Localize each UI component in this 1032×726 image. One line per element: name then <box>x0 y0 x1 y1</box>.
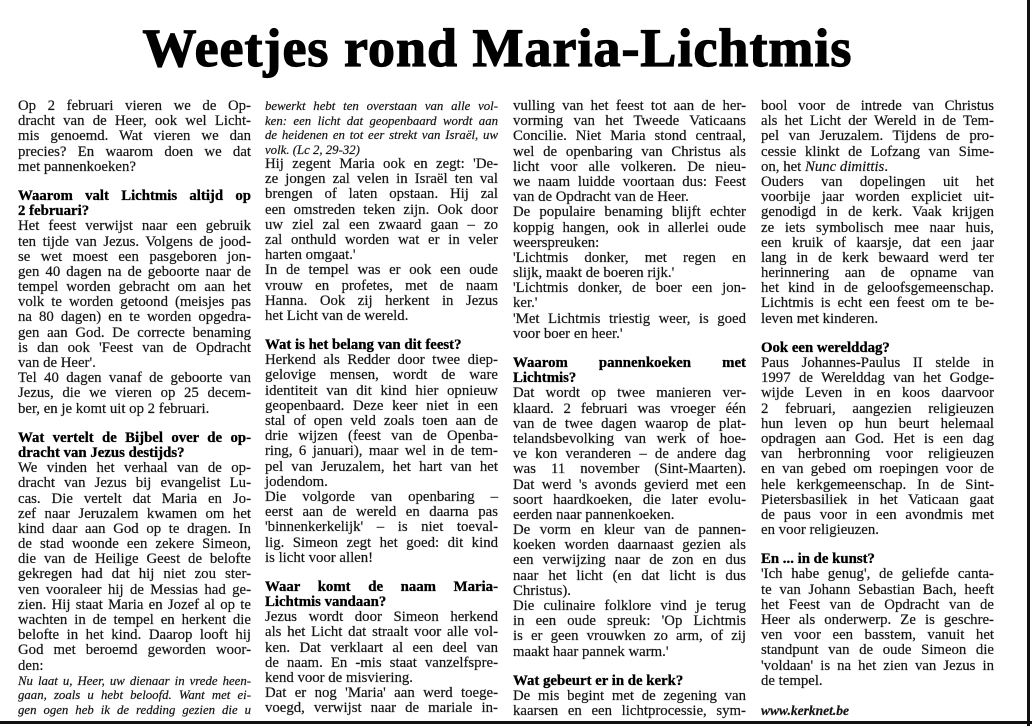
paragraph <box>265 157 498 263</box>
text-line: 'Lichtmis donker, met regen en <box>513 249 746 266</box>
text-line: 'Ich habe genug', de geliefde canta- <box>761 566 994 583</box>
text-line: ve kon veranderen – de andere dag <box>513 446 746 463</box>
text-line: Herkend als Redder door twee diep- <box>265 352 498 369</box>
text-line: 'Met Lichtmis triestig weer, is goed <box>513 310 746 327</box>
heading-line: Ook een werelddag? <box>761 339 890 356</box>
text-line: Christus). <box>513 582 571 599</box>
section-heading <box>18 431 251 461</box>
text-line: naar het licht (en dat licht is dus <box>513 567 746 584</box>
text-line: als het Licht dat straalt voor alle vol- <box>265 624 498 641</box>
text-line: 'voldaan' is na het zien van Jezus in <box>761 657 994 674</box>
text-line: is licht voor allen! <box>265 549 374 566</box>
text-line: het kind in de geloofsgemeenschap. <box>761 280 994 297</box>
text-line: eerden naar pannenkoeken. <box>513 506 675 523</box>
text-line: gen aan God. De correcte benaming <box>18 324 251 341</box>
paragraph <box>18 99 251 175</box>
text-line: een verwijzing naar de zon en dus <box>513 552 746 569</box>
text-line: Jezus wordt door Simeon herkend <box>265 609 498 626</box>
text-line: telandsbevolking van werk of hoe- <box>513 430 746 447</box>
text-line: Concilie. Niet Maria stond centraal, <box>513 128 746 145</box>
paragraph <box>761 356 994 538</box>
text-line: koppig hangen, ook in allerlei oude <box>513 219 746 236</box>
text-line <box>761 160 994 175</box>
text-line: Nu laat u, Heer, uw dienaar in vrede heen- <box>18 673 251 688</box>
section-heading <box>513 356 746 386</box>
section-heading <box>18 189 251 219</box>
text-line: kind daar aan God op te dragen. In <box>18 520 251 537</box>
text-line: ven vooraleer hij de Messias had ge- <box>18 581 251 598</box>
text-line: ken: een licht dat geopenbaard wordt aan <box>265 113 498 128</box>
text-line: kaarsen en een lichtprocessie, sym- <box>513 703 746 720</box>
text-line: In de tempel was er ook een oude <box>265 262 498 279</box>
paragraph <box>761 175 994 327</box>
text-column-1 <box>18 99 251 717</box>
text-line: ze iets symbolisch mee naar huis, <box>761 219 994 236</box>
text-line: vulling van het feest tot aan de her- <box>513 98 746 114</box>
text-line: van herbronning voor religieuzen <box>761 446 994 463</box>
text-line: van de twee dagen waarop de plat- <box>513 415 746 432</box>
text-line: Die culinaire folklore vind je terug <box>513 598 746 614</box>
text-line: gaan, zoals u hebt beloofd. Want met ei- <box>18 688 251 703</box>
text-line: koeken worden daarnaast gezien als <box>513 537 746 554</box>
text-line: identiteit van dit kind hier opnieuw <box>265 382 498 399</box>
text-line: het Licht van de wereld. <box>265 307 409 324</box>
text-line: bewerkt hebt ten overstaan van alle vol- <box>265 99 498 113</box>
text-line: Heer als onderwerp. Ze is geschre- <box>761 612 994 628</box>
paragraph <box>761 567 994 689</box>
text-line: van de Heer'. <box>18 355 96 371</box>
paragraph <box>513 205 746 251</box>
text-line: en voor religieuzen. <box>761 522 879 539</box>
text-line: en van gebed om roepingen voor de <box>761 461 994 478</box>
paragraph <box>513 281 746 311</box>
italic-term: Nunc dimittis <box>804 158 885 175</box>
section-heading <box>513 674 746 689</box>
text-line: vrouw en profetes, met de naam <box>265 277 498 294</box>
text-line: Jezus, die we vieren op 25 decem- <box>18 385 251 402</box>
paragraph <box>513 312 746 342</box>
text-line: ten tijde van Jezus. Volgens de jood- <box>18 233 251 250</box>
text-line: Dat werd 's avonds gevierd met een <box>513 476 746 493</box>
text-line: die van de Heilige Geest de belofte <box>18 551 251 568</box>
text-line: se wet moest een pasgeboren jon- <box>18 248 251 265</box>
text-line: zef naar Jeruzalem kwamen om het <box>18 505 251 522</box>
heading-line: Wat vertelt de Bijbel over de op- <box>18 429 251 446</box>
text-line: stal of open veld zoals toen aan de <box>265 413 498 429</box>
text-line: Pietersbasiliek in het Vaticaan gaat <box>761 491 994 508</box>
text-line: vorming van het Tweede Vaticaans <box>513 113 746 130</box>
paragraph <box>513 523 746 599</box>
text-line: www.kerknet.be <box>761 702 850 718</box>
text-line: 1997 de Werelddag van het Godge- <box>761 370 994 387</box>
text-line: Het feest verwijst naar een gebruik <box>18 218 251 235</box>
text-line: gekregen had dat hij niet zou ster- <box>18 566 251 583</box>
text-column-4 <box>761 99 994 718</box>
text-line: uw ziel zal een zwaard gaan – zo <box>265 216 498 233</box>
text-line: pel van Jeruzalem. Tijdens de pro- <box>761 128 994 145</box>
text-line: wijde Leven in en koos daarvoor <box>761 385 994 402</box>
text-line: gen ogen heb ik de redding gezien die u <box>18 702 251 717</box>
text-line: pel van Jeruzalem, het hart van het <box>265 458 498 475</box>
text-line: maakt haar pannek warm.' <box>513 643 669 660</box>
text-line: Ouders van dopelingen uit het <box>761 173 994 190</box>
text-line: drie wijzen (feest van de Openba- <box>265 428 498 445</box>
text-line: Hanna. Ook zij herkent in Jezus <box>265 292 498 309</box>
text-line: klaard. 2 februari was vroeger één <box>513 400 746 417</box>
paragraph <box>513 386 746 523</box>
text-line: cessie klinkt de Lofzang van Sime- <box>761 143 994 160</box>
text-line: in een oude spreuk: 'Op Lichtmis <box>513 613 746 630</box>
section-heading <box>761 341 994 356</box>
text-line: hun leven op hun beurt helemaal <box>761 415 994 432</box>
text-line: weerspreuken: <box>513 234 600 251</box>
text-line: mis genoemd. Wat vieren we dan <box>18 128 251 145</box>
text-line: tempel worden gebracht om aan het <box>18 279 251 296</box>
text-line: den: <box>18 657 44 674</box>
section-heading <box>761 552 994 567</box>
text-line: De populaire benaming blijft echter <box>513 204 746 221</box>
text-line: ken. Dat verklaart al een deel van <box>265 639 498 656</box>
text-line: opdragen aan God. Het is een dag <box>761 430 994 447</box>
text-line: volk. (Lc 2, 29-32) <box>265 142 360 157</box>
text-line: brengen of laten opstaan. Hij zal <box>265 186 498 203</box>
heading-line: Waarom valt Lichtmis altijd op <box>18 187 251 204</box>
text-line: lig. Simeon zegt het goed: dit kind <box>265 534 498 551</box>
paragraph <box>18 461 251 674</box>
paragraph <box>513 689 746 719</box>
text-line: herinnering aan de opname van <box>761 265 994 282</box>
section-heading <box>265 338 498 353</box>
text-line: ven voor een basstem, vanuit het <box>761 627 994 644</box>
text-line: 'binnenkerkelijk' – is niet toeval- <box>265 519 498 536</box>
text-line: We vinden het verhaal van de op- <box>18 460 251 477</box>
text-line: zien. Hij staat Maria en Jozef al op te <box>18 596 251 613</box>
page-edge-right <box>1027 0 1030 726</box>
text-line: wachten in de tempel en herkent die <box>18 612 251 628</box>
heading-line: Waarom pannenkoeken met <box>513 355 746 371</box>
paragraph <box>265 353 498 490</box>
text-line: we naam luidde voortaan dus: Feest <box>513 173 746 190</box>
heading-line: Waar komt de naam Maria- <box>265 578 498 595</box>
text-line: slijk, maakt de boeren rijk.' <box>513 265 675 282</box>
page-edge-bottom <box>0 721 1032 724</box>
text-column-3 <box>513 99 746 719</box>
text-line: precies? En waarom doen we dat <box>18 143 251 160</box>
text-line: ze jongen zal velen in Israël ten val <box>265 171 498 188</box>
paragraph <box>265 490 498 566</box>
text-line: Op 2 februari vieren we de Op- <box>18 98 251 114</box>
text-line: te van Johann Sebastian Bach, heeft <box>761 581 994 598</box>
text-line: De mis begint met de zegening van <box>513 687 746 704</box>
text-line: 'Lichtmis donker, de boer een jon- <box>513 280 746 297</box>
text-line: lang in de kerk bewaard werd ter <box>761 249 994 266</box>
text-line: is er geen vrouwken zo arm, of zij <box>513 628 746 645</box>
text-line: Dat er nog 'Maria' aan werd toege- <box>265 685 498 702</box>
heading-line: Wat is het belang van dit feest? <box>265 337 462 354</box>
text-line: geopenbaard. Deze keer niet in een <box>265 397 498 414</box>
text-column-2 <box>265 99 498 717</box>
text-line: de tempel. <box>761 672 823 689</box>
text-line: jodendom. <box>265 473 328 490</box>
text-line: De vorm en kleur van de pannen- <box>513 522 746 539</box>
heading-line: Wat gebeurt er in de kerk? <box>513 672 684 689</box>
text-line: ring, 6 januari), maar wel in de tem- <box>265 443 498 460</box>
text-segment: on, het <box>761 158 805 175</box>
text-line: Die volgorde van openbaring – <box>265 488 498 505</box>
text-line: genodigd in de kerk. Vaak krijgen <box>761 204 994 221</box>
heading-line: En ... in de kunst? <box>761 551 875 568</box>
text-line: zal onthuld worden wat er in veler <box>265 231 498 248</box>
text-line: dracht van de Heer, ook wel Licht- <box>18 113 251 130</box>
text-line: standpunt van de oude Simeon die <box>761 642 994 659</box>
text-line: Paus Johannes-Paulus II stelde in <box>761 355 994 371</box>
text-line: kend voor de misviering. <box>265 670 413 686</box>
paragraph <box>265 263 498 324</box>
text-line: voor boer en heer.' <box>513 325 623 342</box>
heading-line: Lichtmis? <box>513 370 577 387</box>
section-heading <box>265 580 498 610</box>
paragraph <box>513 599 746 660</box>
text-line: gelovige mensen, wordt de ware <box>265 367 498 384</box>
text-line: eerst aan de wereld en daarna pas <box>265 504 498 521</box>
text-line: Dat wordt op twee manieren ver- <box>513 385 746 402</box>
text-line: cas. Die vertelt dat Maria en Jo- <box>18 490 251 507</box>
text-line: ker.' <box>513 295 538 312</box>
paragraph <box>265 610 498 686</box>
article-title: Weetjes rond Maria-Lichtmis <box>142 18 853 78</box>
text-line: van de Opdracht van de Heer. <box>513 189 689 206</box>
text-line: ber, en je komt uit op 2 februari. <box>18 400 210 417</box>
text-line: het Feest van de Opdracht van de <box>761 596 994 613</box>
text-line: dracht van Jezus bij evangelist Lu- <box>18 475 251 492</box>
paragraph <box>761 99 994 175</box>
scripture-quote <box>18 674 251 718</box>
text-line: belofte in het kind. Daarop looft hij <box>18 627 251 644</box>
text-line: de heidenen en tot eer strekt van Israël, uw <box>265 128 498 142</box>
text-line: na 80 dagen) en te worden opgedra- <box>18 309 251 326</box>
text-line: een kruik of kaarsje, dat een jaar <box>761 234 994 251</box>
paragraph <box>513 99 746 205</box>
text-line: God met beroemd geworden woor- <box>18 642 251 659</box>
paragraph <box>513 251 746 281</box>
text-line: 2 februari, aangezien religieuzen <box>761 400 994 417</box>
text-line: was 11 november (Sint-Maarten). <box>513 461 746 478</box>
text-line: een omstreden teken zijn. Ook door <box>265 201 498 218</box>
text-line: harten omgaat.' <box>265 247 356 264</box>
paragraph <box>265 686 498 716</box>
text-line: volk te worden getoond (meisjes pas <box>18 294 251 311</box>
heading-line: Lichtmis vandaan? <box>265 594 387 611</box>
text-line: de naam. En -mis staat vanzelfspre- <box>265 654 498 671</box>
heading-line: 2 februari? <box>18 203 90 220</box>
source-credit <box>761 703 994 718</box>
text-line: wel de openbaring van Christus als <box>513 143 746 160</box>
text-line: de stad woonde een zekere Simeon, <box>18 536 251 553</box>
text-line: Tel 40 dagen vanaf de geboorte van <box>18 370 251 387</box>
text-line: Hij zegent Maria ook en zegt: 'De- <box>265 156 498 172</box>
text-line: soort haardkoeken, die later evolu- <box>513 491 746 508</box>
heading-line: dracht van Jezus destijds? <box>18 444 185 461</box>
text-line: gen 40 dagen na de geboorte naar de <box>18 263 251 280</box>
text-line: is dan ook 'Feest van de Opdracht <box>18 339 251 356</box>
text-line: als het Licht der Wereld in de Tem- <box>761 113 994 130</box>
text-line: de paus voor in een avondmis met <box>761 506 994 523</box>
paragraph <box>18 371 251 417</box>
text-line: leven met kinderen. <box>761 310 879 327</box>
text-line: voorbije jaar worden expliciet uit- <box>761 189 994 206</box>
text-line: hele kerkgemeenschap. In de Sint- <box>761 476 994 493</box>
text-line: licht voor alle volkeren. De nieu- <box>513 158 746 175</box>
paragraph <box>18 219 251 371</box>
text-line: Lichtmis is echt een feest om te be- <box>761 295 994 312</box>
text-line: met pannenkoeken? <box>18 158 136 175</box>
scripture-quote <box>265 99 498 157</box>
text-line: voegd, verwijst naar de mariale in- <box>265 700 498 717</box>
text-line: bool voor de intrede van Christus <box>761 98 994 114</box>
text-segment: . <box>884 158 889 175</box>
